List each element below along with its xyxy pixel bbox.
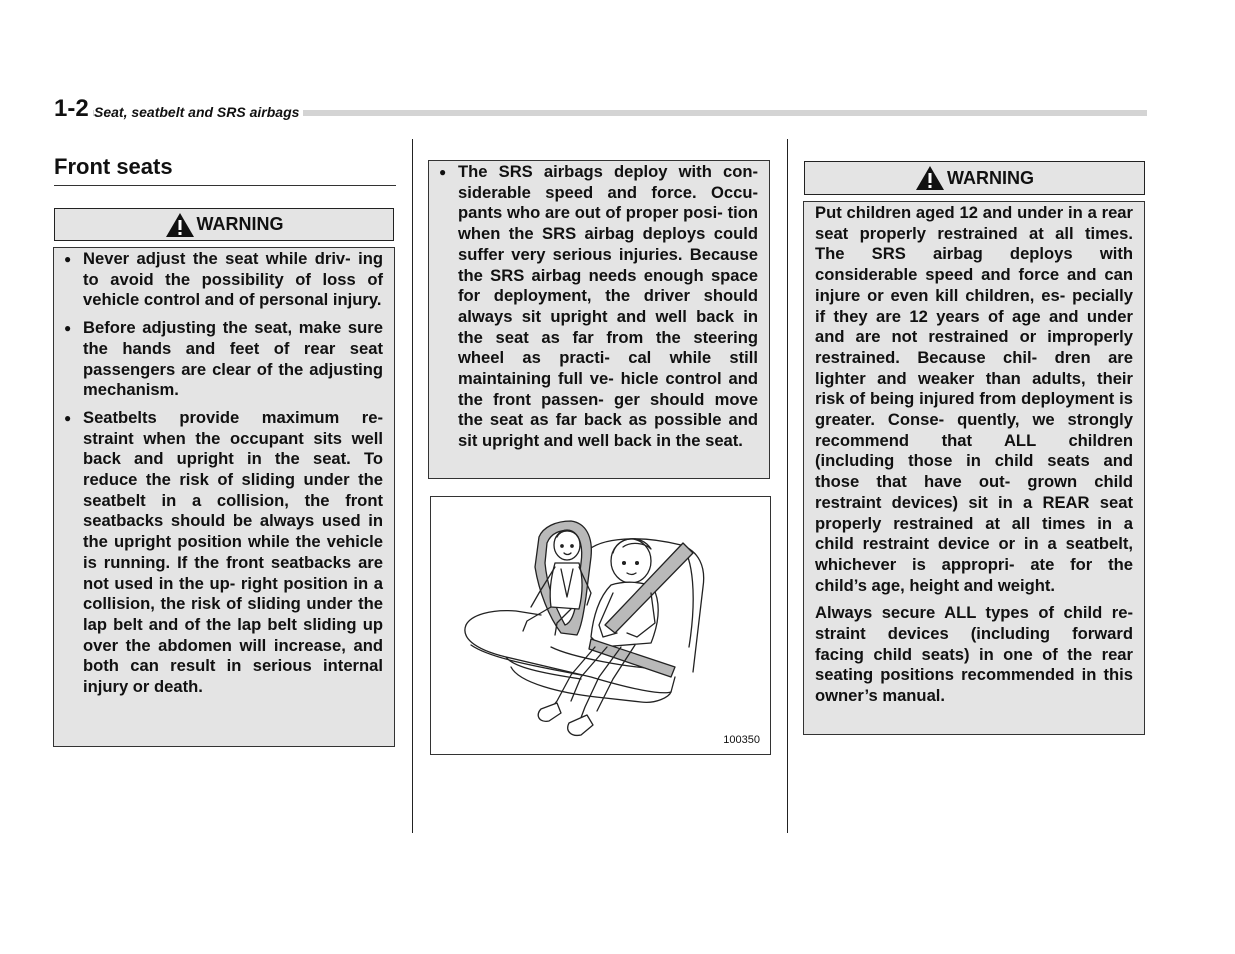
figure-code: 100350	[723, 734, 760, 746]
warning-item: ● The SRS airbags deploy with con- siderable speed and force. Occu- pants who are out of proper posi- tion when the SRS airbag deploys could suffer very serious injuries. Because the SRS airbag needs enough space for deployment, the driver should always sit upright and well back in the seat as far from the steering wheel as practi- cal while still maintaining full ve- hicle control and the front passen- ger should move the seat as far back as possible and sit upright and well back in the seat.	[429, 162, 758, 452]
page-number: 1-2	[54, 96, 93, 122]
warning-label: WARNING	[196, 214, 284, 234]
rear-seat-children-drawing	[431, 497, 770, 754]
warning-item: ● Before adjusting the seat, make sure the hands and feet of rear seat passengers are clear of the adjusting mechanism.	[54, 318, 383, 401]
warning-header-right	[804, 161, 1145, 195]
warning-icon	[915, 165, 945, 191]
warning-header-left	[54, 208, 394, 241]
warning-box-middle	[428, 160, 770, 479]
warning-item: ● Seatbelts provide maximum re- straint when the occupant sits well back and upright in the seat. To reduce the risk of sliding under the seatbelt in a collision, the front seatbacks should be always used in the upright position while the vehicle is running. If the front seatbacks are not used in the up- right position in a collision, the risk of sliding under the lap belt and of the lap belt sliding up over the abdomen will increase, and both can result in serious internal injury or death.	[54, 408, 383, 698]
warning-paragraph: Put children aged 12 and under in a rear seat properly restrained at all times. The SRS airbag deploys with considerable speed and force and can injure or even kill children, es- pecially if they are 12 years of age and under and are not restrained or improperly restrained. Because chil- dren are lighter and weaker than adults, their risk of being injured from deployment is greater. Conse- quently, we strongly recommend that ALL children (including those in child seats and those that have out- grown child restraint devices) sit in a REAR seat properly restrained at all times in a child restraint device or in a seatbelt, whichever is appropri- ate for the child’s age, height and weight.	[815, 203, 1133, 595]
page-header	[54, 96, 1147, 122]
column-divider-1	[412, 139, 413, 833]
warning-box-left	[53, 247, 395, 747]
page-title: Front seats	[54, 152, 396, 186]
child-seat-illustration	[430, 496, 771, 755]
warning-box-right	[803, 201, 1145, 735]
warning-paragraph: Always secure ALL types of child re- straint devices (including forward facing child seats) in one of the rear seating positions recommended in this owner’s manual.	[815, 603, 1133, 706]
warning-icon	[165, 212, 195, 238]
column-divider-2	[787, 139, 788, 833]
warning-label: WARNING	[947, 167, 1034, 188]
warning-item: ● Never adjust the seat while driv- ing to avoid the possibility of loss of vehicle control and of personal injury.	[54, 249, 383, 311]
section-title: Seat, seatbelt and SRS airbags	[94, 102, 303, 122]
